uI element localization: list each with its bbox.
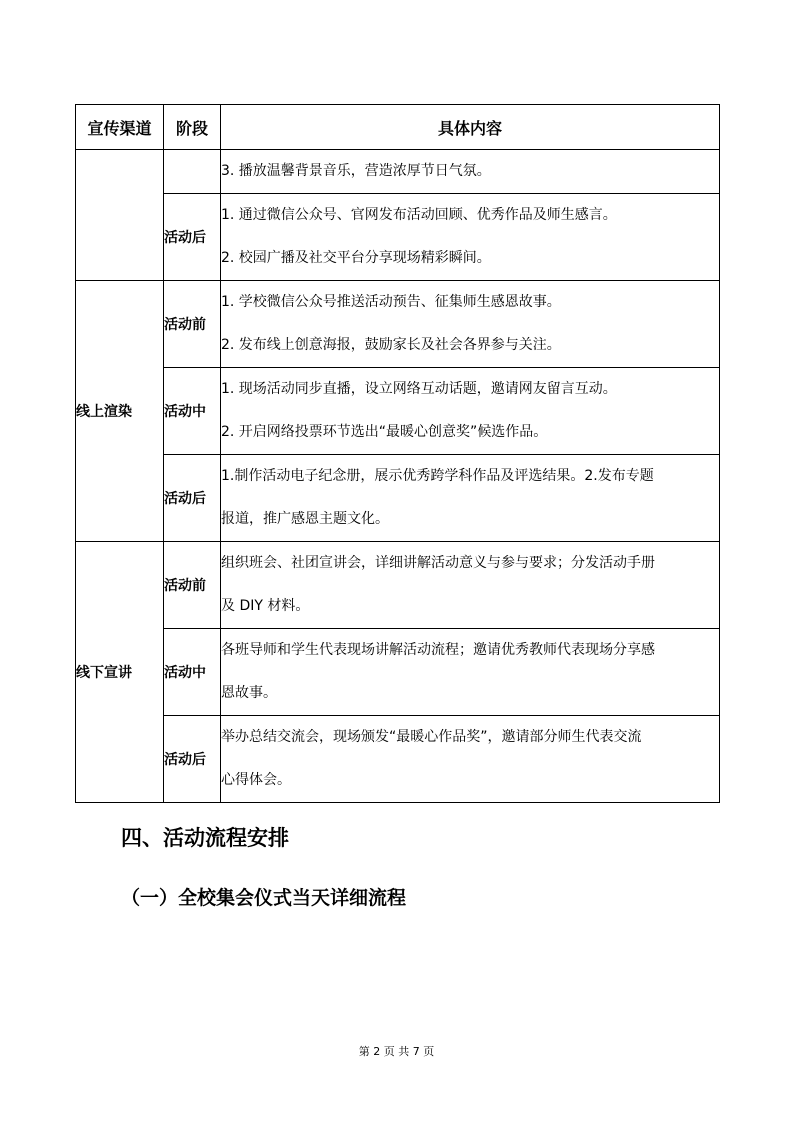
content-cell <box>221 542 720 629</box>
content-cell <box>221 150 720 194</box>
section-heading: 四、活动流程安排 <box>121 826 289 850</box>
table-row <box>76 368 720 455</box>
content-cell <box>221 455 720 542</box>
publicity-table <box>75 104 720 803</box>
stage-cell: 活动前 <box>164 281 221 368</box>
stage-cell: 活动后 <box>164 455 221 542</box>
stage-cell: 活动后 <box>164 716 221 803</box>
content-line: 1. 现场活动同步直播，设立网络互动话题，邀请网友留言互动。 <box>221 381 617 397</box>
page-footer: 第 2 页 共 7 页 <box>358 1045 435 1058</box>
channel-cell: 线上渲染 <box>76 281 164 542</box>
content-cell <box>221 368 720 455</box>
content-cell <box>221 629 720 716</box>
stage-cell: 活动后 <box>164 194 221 281</box>
content-line: 1.制作活动电子纪念册，展示优秀跨学科作品及评选结果。2.发布专题 <box>221 468 654 484</box>
subsection-heading: （一）全校集会仪式当天详细流程 <box>121 887 407 909</box>
stage-cell: 活动中 <box>164 368 221 455</box>
table-row <box>76 716 720 803</box>
channel-cell: 线下宣讲 <box>76 542 164 803</box>
content-line: 3. 播放温馨背景音乐，营造浓厚节日气氛。 <box>221 163 491 179</box>
table-row <box>76 194 720 281</box>
content-line: 1. 通过微信公众号、官网发布活动回顾、优秀作品及师生感言。 <box>221 207 617 223</box>
content-line: 恩故事。 <box>221 685 277 701</box>
header-stage: 阶段 <box>164 105 221 150</box>
stage-cell: 活动中 <box>164 629 221 716</box>
content-line: 各班导师和学生代表现场讲解活动流程；邀请优秀教师代表现场分享感 <box>221 642 655 658</box>
content-cell <box>221 194 720 281</box>
header-content: 具体内容 <box>221 105 720 150</box>
content-line: 2. 发布线上创意海报，鼓励家长及社会各界参与关注。 <box>221 337 561 353</box>
stage-cell: 活动前 <box>164 542 221 629</box>
content-line: 报道，推广感恩主题文化。 <box>221 511 389 527</box>
table-row <box>76 150 720 194</box>
channel-cell <box>76 150 164 281</box>
table-row <box>76 629 720 716</box>
content-cell <box>221 281 720 368</box>
table-row <box>76 455 720 542</box>
content-line: 及 DIY 材料。 <box>221 598 310 614</box>
content-cell <box>221 716 720 803</box>
table-header-row <box>76 105 720 150</box>
table-row <box>76 281 720 368</box>
stage-cell <box>164 150 221 194</box>
content-line: 心得体会。 <box>221 772 291 788</box>
content-line: 2. 开启网络投票环节选出“最暖心创意奖”候选作品。 <box>221 424 548 440</box>
content-line: 举办总结交流会，现场颁发“最暖心作品奖”，邀请部分师生代表交流 <box>221 729 642 745</box>
content-line: 1. 学校微信公众号推送活动预告、征集师生感恩故事。 <box>221 294 561 310</box>
header-channel: 宣传渠道 <box>76 105 164 150</box>
content-line: 2. 校园广播及社交平台分享现场精彩瞬间。 <box>221 250 491 266</box>
content-line: 组织班会、社团宣讲会，详细讲解活动意义与参与要求；分发活动手册 <box>221 555 655 571</box>
table-row <box>76 542 720 629</box>
